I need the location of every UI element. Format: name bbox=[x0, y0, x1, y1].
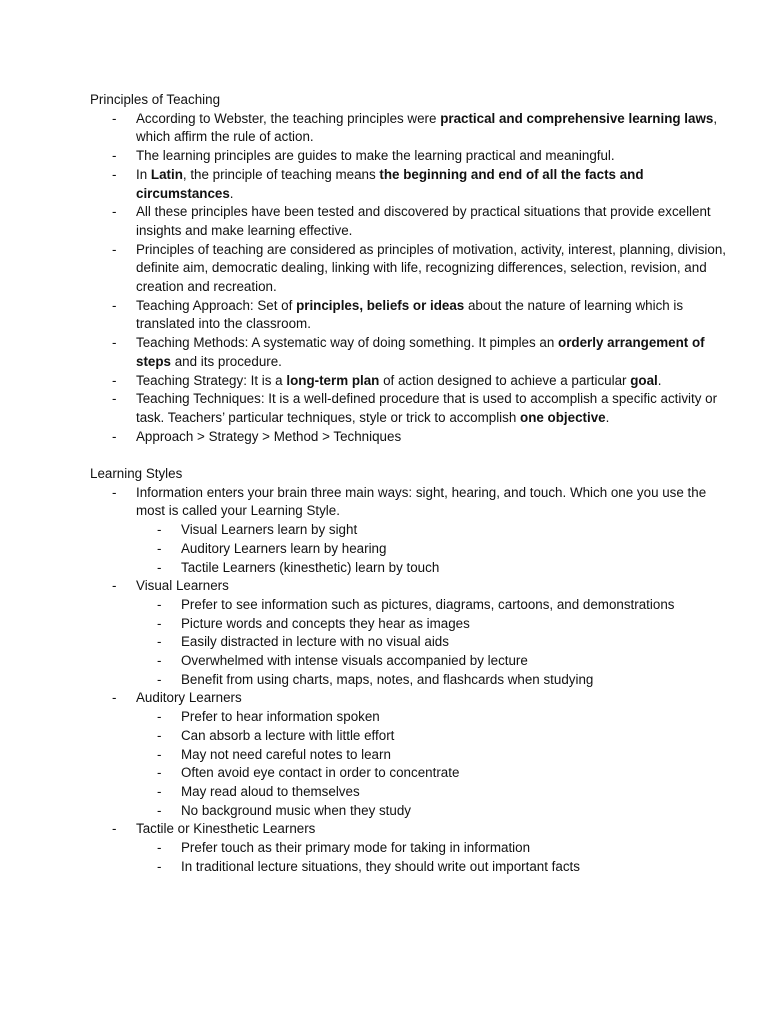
sub-list-item-text: Visual Learners learn by sight bbox=[181, 522, 358, 538]
sub-bullet-list bbox=[136, 596, 728, 690]
list-item bbox=[90, 820, 728, 876]
section bbox=[90, 91, 728, 446]
bullet-list bbox=[90, 484, 728, 877]
sub-list-item bbox=[136, 615, 728, 634]
sub-list-item bbox=[136, 802, 728, 821]
sub-list-item-text: Tactile Learners (kinesthetic) learn by touch bbox=[181, 559, 440, 575]
bullet-dash: - bbox=[112, 428, 117, 444]
sub-bullet-list bbox=[136, 521, 728, 577]
sub-list-item bbox=[136, 764, 728, 783]
list-item bbox=[90, 203, 728, 240]
bullet-list bbox=[90, 110, 728, 447]
bullet-dash: - bbox=[112, 241, 117, 257]
sub-list-item-text: Prefer to hear information spoken bbox=[181, 709, 380, 725]
document-body bbox=[90, 91, 728, 877]
bullet-dash: - bbox=[157, 596, 162, 612]
sub-bullet-list bbox=[136, 708, 728, 820]
bullet-dash: - bbox=[157, 522, 162, 538]
bullet-dash: - bbox=[112, 821, 117, 837]
sub-list-item-text: Picture words and concepts they hear as images bbox=[181, 615, 470, 631]
list-item bbox=[90, 484, 728, 578]
list-item-text: Teaching Strategy: It is a long-term plan of action designed to achieve a particular goal. bbox=[136, 372, 662, 388]
sub-list-item bbox=[136, 839, 728, 858]
sub-list-item-text: In traditional lecture situations, they should write out important facts bbox=[181, 858, 580, 874]
section-heading: Learning Styles bbox=[90, 466, 183, 482]
list-item-text: The learning principles are guides to make the learning practical and meaningful. bbox=[136, 148, 615, 164]
bullet-dash: - bbox=[112, 148, 117, 164]
list-item-text: Auditory Learners bbox=[136, 690, 242, 706]
bullet-dash: - bbox=[112, 690, 117, 706]
sub-list-item-text: Prefer to see information such as pictures, diagrams, cartoons, and demonstrations bbox=[181, 596, 675, 612]
sub-list-item-text: Prefer touch as their primary mode for taking in information bbox=[181, 840, 531, 856]
sub-list-item-text: May read aloud to themselves bbox=[181, 784, 360, 799]
list-item-text: Approach > Strategy > Method > Techniques bbox=[136, 428, 402, 444]
bullet-dash: - bbox=[157, 634, 162, 650]
bullet-dash: - bbox=[157, 765, 162, 781]
sub-list-item bbox=[136, 633, 728, 652]
sub-list-item bbox=[136, 559, 728, 578]
bullet-dash: - bbox=[112, 372, 117, 388]
list-item bbox=[90, 147, 728, 166]
sub-list-item bbox=[136, 783, 728, 802]
bullet-dash: - bbox=[112, 484, 117, 500]
list-item-text: All these principles have been tested and discovered by practical situations that provide excellent insights and make learning effective. bbox=[136, 204, 711, 238]
bullet-dash: - bbox=[157, 709, 162, 725]
list-item-text: Teaching Approach: Set of principles, beliefs or ideas about the nature of learning which is translated into the classroom. bbox=[136, 297, 684, 332]
bullet-dash: - bbox=[157, 727, 162, 743]
list-item-text: In Latin, the principle of teaching means the beginning and end of all the facts and circumstances. bbox=[136, 166, 644, 201]
sub-list-item bbox=[136, 521, 728, 540]
bullet-dash: - bbox=[112, 166, 117, 182]
sub-list-item bbox=[136, 540, 728, 559]
sub-list-item-text: Benefit from using charts, maps, notes, and flashcards when studying bbox=[181, 671, 594, 687]
list-item bbox=[90, 166, 728, 203]
list-item-text: Tactile or Kinesthetic Learners bbox=[136, 821, 316, 837]
list-item-text: Teaching Methods: A systematic way of doing something. It pimples an orderly arrangement of steps and its procedure. bbox=[136, 335, 705, 369]
bullet-dash: - bbox=[157, 540, 162, 556]
sub-list-item bbox=[136, 671, 728, 690]
list-item bbox=[90, 297, 728, 334]
bullet-dash: - bbox=[157, 671, 162, 687]
bullet-dash: - bbox=[112, 391, 117, 407]
sub-list-item bbox=[136, 746, 728, 765]
sub-list-item bbox=[136, 596, 728, 615]
bullet-dash: - bbox=[157, 802, 162, 818]
list-item bbox=[90, 372, 728, 391]
sub-list-item-text: Can absorb a lecture with little effort bbox=[181, 727, 395, 743]
bullet-dash: - bbox=[157, 653, 162, 669]
section bbox=[90, 465, 728, 876]
bullet-dash: - bbox=[157, 784, 162, 799]
list-item bbox=[90, 110, 728, 147]
bullet-dash: - bbox=[157, 840, 162, 856]
sub-list-item-text: May not need careful notes to learn bbox=[181, 746, 391, 762]
bullet-dash: - bbox=[112, 578, 117, 594]
bullet-dash: - bbox=[157, 559, 162, 575]
sub-list-item-text: No background music when they study bbox=[181, 802, 411, 818]
list-item bbox=[90, 334, 728, 371]
bullet-dash: - bbox=[157, 858, 162, 874]
list-item bbox=[90, 577, 728, 689]
sub-list-item-text: Overwhelmed with intense visuals accompanied by lecture bbox=[181, 653, 528, 669]
section-heading: Principles of Teaching bbox=[90, 92, 221, 107]
bullet-dash: - bbox=[112, 204, 117, 220]
list-item bbox=[90, 689, 728, 820]
sub-list-item-text: Easily distracted in lecture with no visual aids bbox=[181, 634, 449, 650]
bullet-dash: - bbox=[157, 746, 162, 762]
list-item-text: Teaching Techniques: It is a well-defined procedure that is used to accomplish a specific activity or task. Teachers’ particular techniques, style or trick to accomplish one objective. bbox=[136, 391, 718, 425]
list-item bbox=[90, 428, 728, 447]
list-item bbox=[90, 390, 728, 427]
list-item bbox=[90, 241, 728, 297]
sub-list-item bbox=[136, 727, 728, 746]
sub-bullet-list bbox=[136, 839, 728, 876]
bullet-dash: - bbox=[112, 110, 117, 126]
sub-list-item bbox=[136, 858, 728, 877]
sub-list-item bbox=[136, 708, 728, 727]
list-item-text: Principles of teaching are considered as principles of motivation, activity, interest, planning, division, definite aim, democratic dealing, linking with life, recognizing differences, selection, revision, and creation and recreation. bbox=[136, 241, 726, 295]
bullet-dash: - bbox=[112, 335, 117, 351]
bullet-dash: - bbox=[157, 615, 162, 631]
bullet-dash: - bbox=[112, 297, 117, 313]
list-item-text: According to Webster, the teaching principles were practical and comprehensive learning laws, which affirm the rule of action. bbox=[136, 110, 718, 145]
list-item-text: Visual Learners bbox=[136, 578, 229, 594]
list-item-text: Information enters your brain three main ways: sight, hearing, and touch. Which one you use the most is called your Learning Style. bbox=[136, 484, 707, 519]
sub-list-item-text: Often avoid eye contact in order to concentrate bbox=[181, 765, 460, 781]
sub-list-item bbox=[136, 652, 728, 671]
sub-list-item-text: Auditory Learners learn by hearing bbox=[181, 540, 387, 556]
